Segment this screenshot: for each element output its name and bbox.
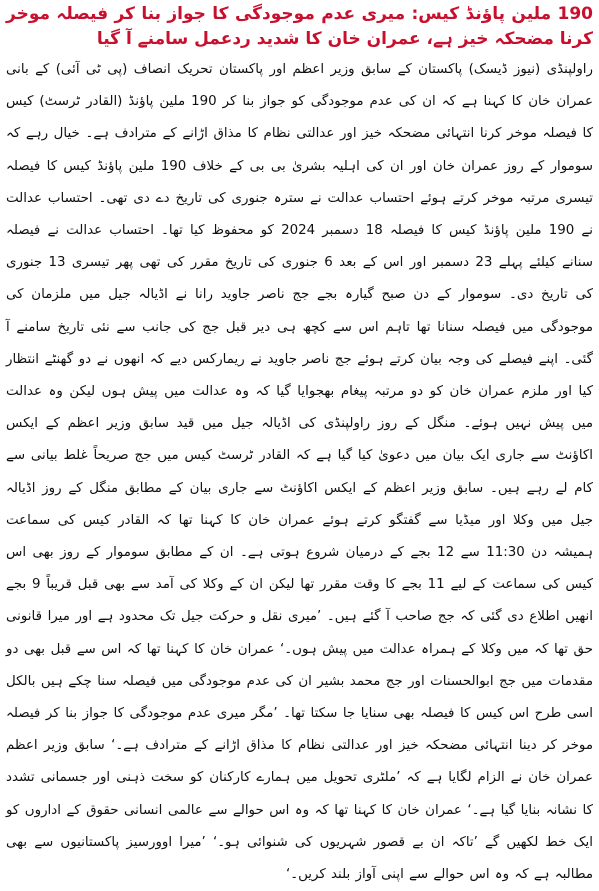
article-body: راولپنڈی (نیوز ڈیسک) پاکستان کے سابق وزیر اعظم اور پاکستان تحریک انصاف (پی ٹی آئی) کے بانی عمران خان کا کہنا ہے کہ ان کی عدم موجودگی کو جواز بنا کر 190 ملین پاؤنڈ (القادر ٹرسٹ) کیس کا فیصلہ موخر کرنا انتہائی مضحکہ خیز اور عدالتی نظام کا مذاق اڑانے کے مترادف ہے۔ خیال رہے کہ سوموار کے روز عمران خان اور ان کی اہلیہ بشریٰ بی بی کے خلاف 190 ملین پاؤنڈ کیس کا فیصلہ تیسری مرتبہ موخر کرتے ہوئے احتساب عدالت نے سترہ جنوری کی تاریخ دے دی تھی۔ احتساب عدالت نے 190 ملین پاؤنڈ کیس کا فیصلہ 18 دسمبر 2024 کو محفوظ کیا تھا۔ احتساب عدالت نے فیصلہ سنانے کیلئے پہلے 23 دسمبر اور اس کے بعد 6 جنوری کی تاریخ مقرر کی تھی پھر تیسری 13 جنوری کی تاریخ دی۔ سوموار کے دن صبح گیارہ بجے جج ناصر جاوید رانا نے اڈیالہ جیل میں ملزمان کی موجودگی میں فیصلہ سنانا تھا تاہم اس سے کچھ ہی دیر قبل جج کی جانب سے نئی تاریخ سامنے آ گئی۔ اپنے فیصلے کی وجہ بیان کرتے ہوئے جج ناصر جاوید نے ریمارکس دیے کہ انھوں نے دو گھنٹے انتظار کیا اور ملزم عمران خان کو دو مرتبہ پیغام بھجوایا گیا کہ وہ عدالت میں پیش ہوں لیکن وہ عدالت میں پیش نہیں ہوئے۔ منگل کے روز راولپنڈی کی اڈیالہ جیل میں قید سابق وزیر اعظم کے ایکس اکاؤنٹ سے جاری ایک بیان میں دعویٰ کیا گیا ہے کہ القادر ٹرسٹ کیس میں جج صریحاً غلط بیانی سے کام لے رہے ہیں۔ سابق وزیر اعظم کے ایکس اکاؤنٹ سے جاری بیان کے مطابق منگل کے روز اڈیالہ جیل میں وکلا اور میڈیا سے گفتگو کرتے ہوئے عمران خان کا کہنا تھا کہ القادر کیس کی سماعت ہمیشہ دن 11:30 سے 12 بجے کے درمیان شروع ہوتی ہے۔ ان کے مطابق سوموار کے روز بھی اس کیس کی سماعت کے لیے 11 بجے کا وقت مقرر تھا لیکن ان کے وکلا کی آمد سے بھی قبل قریباً 9 بجے انھیں اطلاع دی گئی کہ جج صاحب آ گئے ہیں۔ ’میری نقل و حرکت جیل تک محدود ہے اور میرا قانونی حق تھا کہ میں وکلا کے ہمراہ عدالت میں پیش ہوں۔‘ عمران خان کا کہنا تھا کہ اس سے قبل بھی دو مقدمات میں جج ابوالحسنات اور جج محمد بشیر ان کی عدم موجودگی میں فیصلہ سنا چکے ہیں بالکل اسی طرح اس کیس کا فیصلہ بھی سنایا جا سکتا تھا۔ ’مگر میری عدم موجودگی کا جواز بنا کر فیصلہ موخر کر دینا انتہائی مضحکہ خیز اور عدالتی نظام کا مذاق اڑانے کے مترادف ہے۔‘ سابق وزیر اعظم عمران خان نے الزام لگایا ہے کہ ’ملٹری تحویل میں ہمارے کارکنان کو سخت ذہنی اور جسمانی تشدد کا نشانہ بنایا گیا ہے۔‘ عمران خان کا کہنا تھا کہ وہ اس حوالے سے عالمی انسانی حقوق کے اداروں کو ایک خط لکھیں گے ’تاکہ ان بے قصور شہریوں کی شنوائی ہو۔‘ ’میرا اوورسیز پاکستانیوں سے بھی مطالبہ ہے کہ وہ اس حوالے سے اپنی آواز بلند کریں۔‘ xyxy=(6,62,594,883)
article-headline: 190 ملین پاؤنڈ کیس: میری عدم موجودگی کا جواز بنا کر فیصلہ موخر کرنا مضحکہ خیز ہے، عمران خان کا شدید ردعمل سامنے آ گیا xyxy=(6,4,593,49)
